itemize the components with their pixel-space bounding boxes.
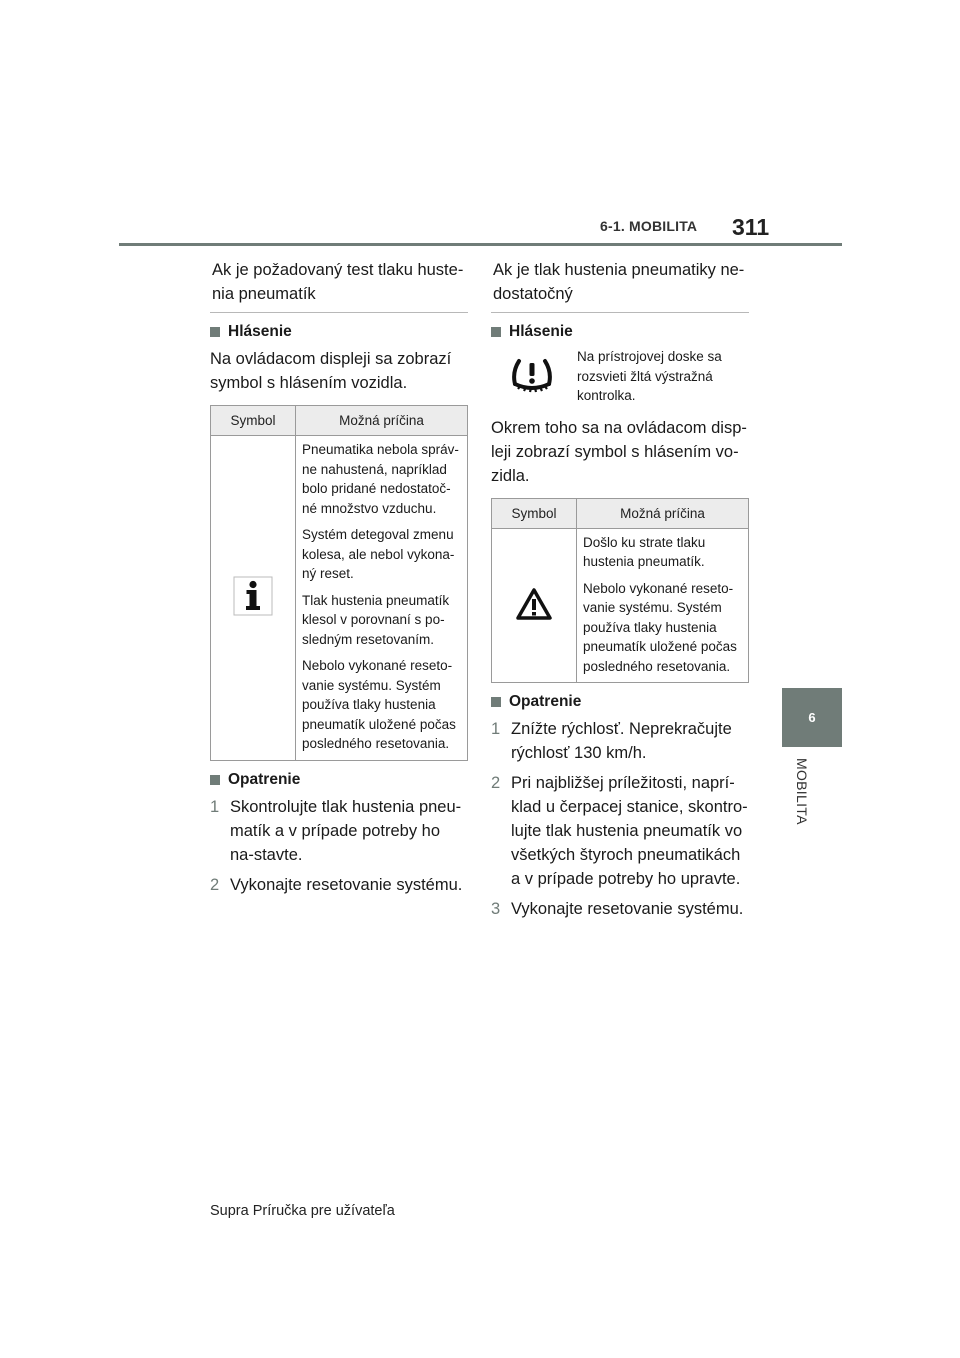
- cause-text: Tlak hustenia pneumatík klesol v porovnaní s po-sledným resetovaním.: [302, 592, 450, 647]
- cause-cell: [296, 436, 468, 761]
- step-text: Pri najbližšej príležitosti, naprí-klad u čerpacej stanice, skontro-lujte tlak hustenia pneumatík vo všetkých štyroch pneumatikách a v prípade potreby ho upravte.: [511, 774, 748, 888]
- warning-light-text: Na prístrojovej doske sa rozsvieti žltá výstražná kontrolka.: [577, 349, 722, 403]
- symbol-cell: [492, 528, 577, 683]
- message-text: Okrem toho sa na ovládacom disp-leji zobrazí symbol s hlásením vo-zidla.: [491, 418, 747, 485]
- action-heading: [210, 771, 468, 789]
- condition-heading: Ak je požadovaný test tlaku huste-nia pneumatík: [210, 250, 468, 313]
- page-number: 311: [732, 214, 770, 240]
- bullet-square-icon: [210, 775, 220, 785]
- step-item: [491, 717, 749, 765]
- table-header-cause: Možná príčina: [296, 406, 468, 436]
- left-column: [210, 250, 468, 897]
- symbol-table: [491, 498, 749, 684]
- cause-text: Nebolo vykonané reseto-vanie systému. Systém používa tlaky hustenia pneumatík uložené počas posledného resetovania.: [302, 658, 456, 751]
- step-text: Vykonajte resetovanie systému.: [230, 875, 463, 894]
- tire-pressure-warning-icon: [509, 356, 555, 396]
- step-item: [210, 873, 468, 897]
- step-number: 3: [491, 900, 501, 918]
- step-text: Znížte rýchlosť. Neprekračujte rýchlosť 130 km/h.: [511, 720, 732, 762]
- cause-cell: [577, 528, 749, 683]
- table-row: [492, 528, 749, 683]
- symbol-table: [210, 405, 468, 761]
- cause-text: Systém detegoval zmenu kolesa, ale nebol vykona-ný reset.: [302, 527, 455, 581]
- step-number: 2: [491, 774, 501, 792]
- symbol-cell: [211, 436, 296, 761]
- chapter-label: MOBILITA: [794, 758, 810, 825]
- table-header-cause: Možná príčina: [577, 498, 749, 528]
- bullet-square-icon: [491, 327, 501, 337]
- info-icon: [233, 576, 273, 616]
- bullet-square-icon: [210, 327, 220, 337]
- action-heading: [491, 693, 749, 711]
- bullet-square-icon: [491, 697, 501, 707]
- step-number: 1: [210, 797, 220, 816]
- warning-triangle-icon: [515, 587, 553, 621]
- manual-footer: Supra Príručka pre užívateľa: [210, 1203, 395, 1219]
- message-heading-label: Hlásenie: [228, 323, 292, 340]
- condition-heading: Ak je tlak hustenia pneumatiky ne-dostatočný: [491, 250, 749, 313]
- step-text: Vykonajte resetovanie systému.: [511, 900, 744, 918]
- table-row: [211, 436, 468, 761]
- step-number: 1: [491, 720, 501, 738]
- message-heading: [491, 323, 749, 341]
- table-header-symbol: Symbol: [211, 406, 296, 436]
- cause-text: Nebolo vykonané reseto-vanie systému. Systém používa tlaky hustenia pneumatík uložené počas posledného resetovania.: [583, 580, 737, 674]
- chapter-tab: 6: [782, 688, 842, 747]
- message-heading: [210, 323, 468, 341]
- section-title: 6-1. MOBILITA: [600, 218, 698, 234]
- action-heading-label: Opatrenie: [509, 693, 582, 710]
- step-item: [491, 897, 749, 921]
- message-heading-label: Hlásenie: [509, 323, 573, 340]
- step-item: [491, 771, 749, 891]
- right-column: [491, 250, 749, 921]
- step-number: 2: [210, 875, 220, 894]
- message-text: Na ovládacom displeji sa zobrazí symbol s hlásením vozidla.: [210, 350, 452, 392]
- header-divider: [119, 243, 842, 246]
- step-item: [210, 795, 468, 867]
- table-header-symbol: Symbol: [492, 498, 577, 528]
- cause-text: Došlo ku strate tlaku hustenia pneumatík.: [583, 534, 706, 569]
- step-text: Skontrolujte tlak hustenia pneu-matík a v prípade potreby ho na-stavte.: [230, 797, 462, 864]
- cause-text: Pneumatika nebola správ-ne nahustená, napríklad bolo pridané nedostatoč-né množstvo vzduchu.: [302, 442, 459, 516]
- warning-light-row: [491, 347, 749, 406]
- action-heading-label: Opatrenie: [228, 770, 301, 788]
